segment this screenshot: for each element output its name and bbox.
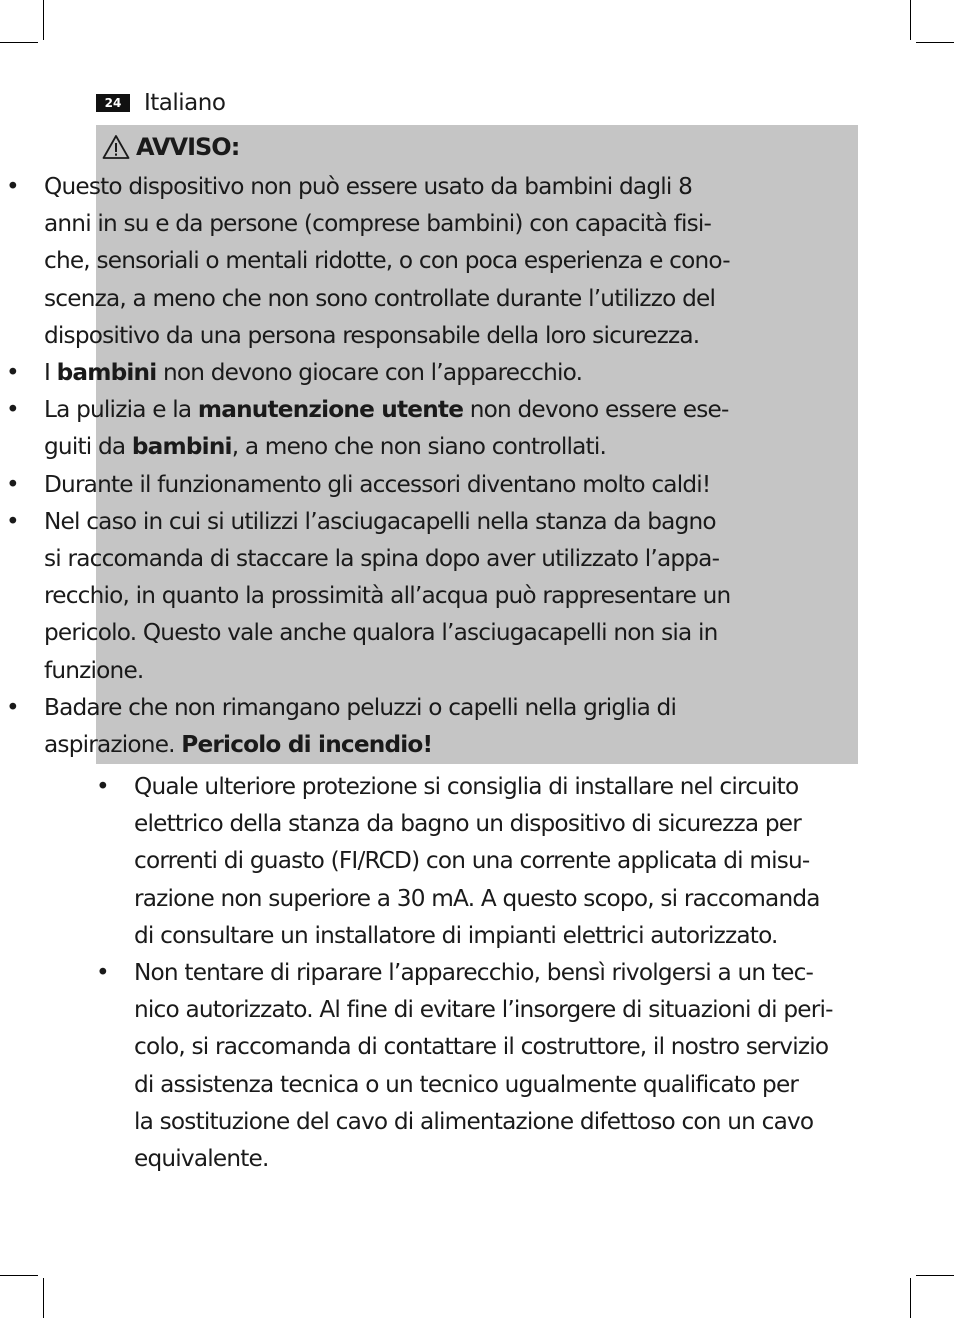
text-line: nico autorizzato. Al fine di evitare l’insorgere di situazioni di peri- <box>134 996 833 1024</box>
crop-mark <box>916 1275 954 1276</box>
text-line: Questo dispositivo non può essere usato da bambini dagli 8 <box>44 173 693 200</box>
main-list <box>96 768 833 1177</box>
crop-mark <box>0 1275 38 1276</box>
text-line: anni in su e da persone (comprese bambini) con capacità fisi- <box>44 210 712 238</box>
crop-mark <box>43 0 44 40</box>
warning-triangle-icon <box>102 134 130 160</box>
text-line: la sostituzione del cavo di alimentazione difettoso con un cavo <box>134 1107 814 1135</box>
bullet: • <box>6 396 19 424</box>
emphasis: Pericolo di incendio! <box>181 731 433 759</box>
text-line <box>44 391 730 428</box>
text-run: non devono giocare con l’apparecchio. <box>156 359 583 387</box>
text-line: recchio, in quanto la prossimità all’acqua può rappresentare un <box>44 582 731 610</box>
page-header <box>96 88 225 118</box>
crop-mark <box>43 1278 44 1318</box>
warning-list <box>6 168 731 763</box>
list-item <box>6 466 730 503</box>
list-item <box>6 503 731 689</box>
text-line: razione non superiore a 30 mA. A questo scopo, si raccomanda <box>134 884 820 912</box>
text-run: guiti da <box>44 433 132 461</box>
bullet: • <box>6 173 19 200</box>
warning-heading <box>102 131 239 163</box>
crop-mark <box>910 0 911 40</box>
list-item <box>6 689 730 763</box>
text-line: Badare che non rimangano peluzzi o capelli nella griglia di <box>44 693 677 721</box>
list-item <box>6 168 730 354</box>
bullet: • <box>96 773 109 800</box>
crop-mark <box>916 42 954 43</box>
text-run: I <box>44 359 57 387</box>
text-run: La pulizia e la <box>44 396 198 424</box>
text-line <box>44 726 730 763</box>
text-run: , a meno che non siano controllati. <box>231 433 607 461</box>
text-line: colo, si raccomanda di contattare il costruttore, il nostro servizio <box>134 1033 829 1061</box>
crop-mark <box>910 1278 911 1318</box>
emphasis: manutenzione utente <box>197 396 464 424</box>
text-line: si raccomanda di staccare la spina dopo aver utilizzato l’appa- <box>44 545 720 573</box>
text-line: funzione. <box>44 656 144 684</box>
text-line: Non tentare di riparare l’apparecchio, bensì rivolgersi a un tec- <box>134 959 814 987</box>
text-line: scenza, a meno che non sono controllate durante l’utilizzo del <box>44 284 716 312</box>
section-language: Italiano <box>144 90 226 116</box>
bullet: • <box>6 470 19 498</box>
bullet: • <box>96 959 109 987</box>
text-run: aspirazione. <box>44 731 182 759</box>
list-item <box>96 768 833 954</box>
list-item <box>6 354 730 391</box>
text-line: che, sensoriali o mentali ridotte, o con poca esperienza e cono- <box>44 247 730 275</box>
text-line: di consultare un installatore di impianti elettrici autorizzato. <box>134 921 778 949</box>
emphasis: bambini <box>56 359 157 387</box>
bullet: • <box>6 693 19 721</box>
text-line: Durante il funzionamento gli accessori diventano molto caldi! <box>44 470 711 498</box>
page-number: 24 <box>96 94 130 112</box>
text-line: equivalente. <box>134 1145 269 1173</box>
text-line: correnti di guasto (FI/RCD) con una corrente applicata di misu- <box>134 847 810 875</box>
emphasis: bambini <box>131 433 232 461</box>
text-line: Nel caso in cui si utilizzi l’asciugacapelli nella stanza da bagno <box>44 507 716 535</box>
bullet: • <box>6 359 19 387</box>
text-line: di assistenza tecnica o un tecnico ugualmente qualificato per <box>134 1070 799 1098</box>
crop-mark <box>0 42 38 43</box>
list-item <box>6 391 730 465</box>
list-item <box>96 954 833 1177</box>
text-run: non devono essere ese- <box>463 396 729 424</box>
text-line <box>44 354 730 391</box>
warning-title: AVVISO: <box>136 133 240 161</box>
text-line: Quale ulteriore protezione si consiglia di installare nel circuito <box>134 773 799 800</box>
text-line: elettrico della stanza da bagno un dispositivo di sicurezza per <box>134 810 801 838</box>
text-line: dispositivo da una persona responsabile della loro sicurezza. <box>44 321 700 349</box>
text-line <box>44 428 730 465</box>
bullet: • <box>6 507 19 535</box>
text-line: pericolo. Questo vale anche qualora l’asciugacapelli non sia in <box>44 619 718 647</box>
